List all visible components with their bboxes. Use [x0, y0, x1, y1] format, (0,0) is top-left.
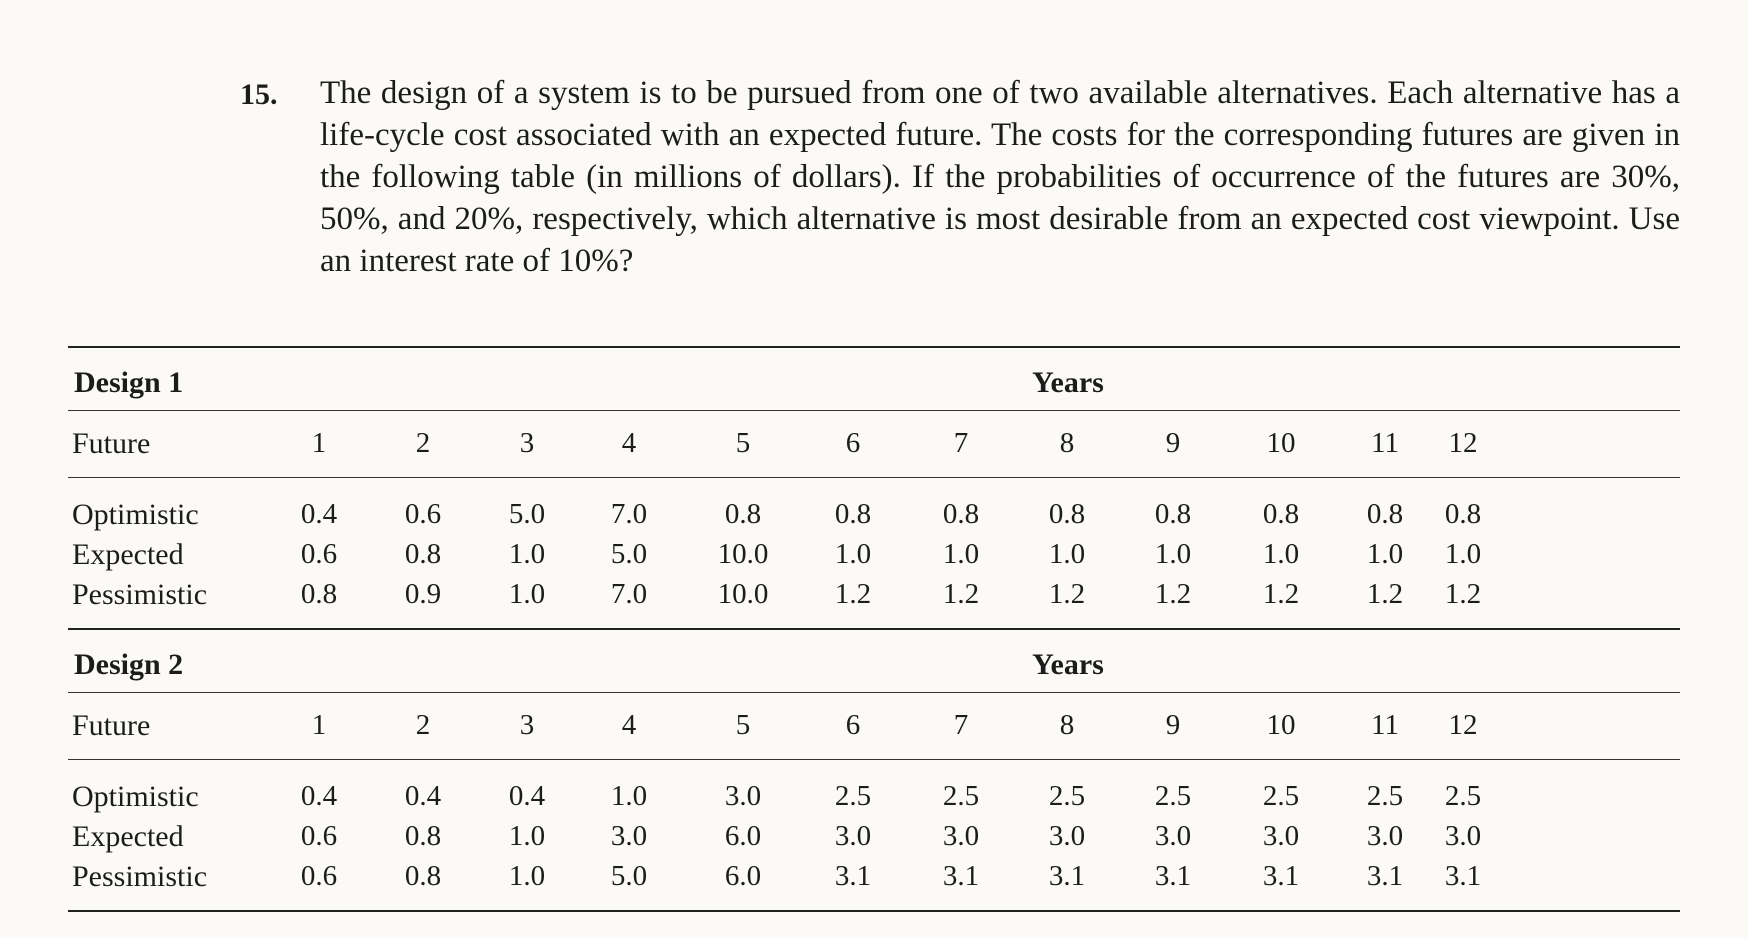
cost-cell: 0.8	[404, 860, 442, 892]
cost-cell: 1.0	[508, 578, 546, 610]
cost-cell: 0.8	[404, 820, 442, 852]
design-2-rows	[68, 760, 1680, 912]
cost-cell: 0.4	[508, 780, 546, 812]
table-row	[68, 856, 1680, 896]
table-row	[68, 574, 1680, 614]
table-row	[68, 776, 1680, 816]
year-header-1: 1	[311, 427, 327, 459]
year-header-3: 3	[519, 709, 535, 741]
year-header-6: 6	[845, 427, 861, 459]
row-label: Optimistic	[72, 498, 199, 531]
design-2-title: Design 2	[74, 648, 184, 681]
cost-cell: 0.8	[1048, 498, 1086, 530]
cost-cell: 1.2	[1048, 578, 1086, 610]
design-1-title: Design 1	[74, 366, 184, 399]
cost-cell: 1.0	[1444, 538, 1482, 570]
cost-cell: 0.8	[404, 538, 442, 570]
cost-cell: 3.0	[610, 820, 648, 852]
problem-text: The design of a system is to be pursued from one of two available alternatives. Each alternative has a life-cycle cost associated with an expected future. The costs for the corresponding futures are given in the following table (in millions of dollars). If the probabilities of occurrence of the futures are 30%, 50%, and 20%, respectively, which alternative is most desirable from an expected cost viewpoint. Use an interest rate of 10%?	[320, 75, 1680, 279]
row-label: Expected	[72, 538, 184, 571]
cost-cell: 3.0	[1366, 820, 1404, 852]
cost-cell: 1.2	[1444, 578, 1482, 610]
cost-cell: 0.8	[1154, 498, 1192, 530]
table-row	[68, 494, 1680, 534]
design-1-future-row	[68, 411, 1680, 478]
cost-cell: 1.2	[834, 578, 872, 610]
cost-cell: 2.5	[1154, 780, 1192, 812]
cost-cell: 3.1	[1366, 860, 1404, 892]
row-label: Pessimistic	[72, 860, 208, 893]
cost-cell: 3.1	[834, 860, 872, 892]
design-2-years-label: Years	[1032, 648, 1104, 681]
year-header-5: 5	[735, 427, 751, 459]
cost-cell: 7.0	[610, 498, 648, 530]
cost-cell: 5.0	[508, 498, 546, 530]
cost-cell: 1.0	[1048, 538, 1086, 570]
cost-cell: 0.9	[404, 578, 442, 610]
year-header-10: 10	[1266, 427, 1296, 459]
cost-cell: 1.0	[508, 538, 546, 570]
year-header-4: 4	[621, 709, 637, 741]
cost-cell: 0.8	[942, 498, 980, 530]
year-header-8: 8	[1059, 427, 1075, 459]
row-label: Optimistic	[72, 780, 199, 813]
cost-cell: 5.0	[610, 860, 648, 892]
cost-cell: 7.0	[610, 578, 648, 610]
year-header-11: 11	[1371, 427, 1399, 459]
cost-cell: 3.1	[1154, 860, 1192, 892]
cost-cell: 0.4	[300, 498, 338, 530]
cost-cell: 0.8	[1262, 498, 1300, 530]
cost-cell: 0.8	[300, 578, 338, 610]
cost-cell: 3.1	[1262, 860, 1300, 892]
cost-cell: 0.8	[724, 498, 762, 530]
design-1-years-label: Years	[1032, 366, 1104, 399]
row-label: Expected	[72, 820, 184, 853]
year-header-6: 6	[845, 709, 861, 741]
cost-cell: 1.2	[1262, 578, 1300, 610]
cost-cell: 0.4	[404, 780, 442, 812]
cost-cell: 1.0	[942, 538, 980, 570]
cost-cell: 10.0	[717, 578, 769, 610]
cost-cell: 2.5	[1444, 780, 1482, 812]
year-header-7: 7	[953, 427, 969, 459]
cost-cell: 2.5	[1366, 780, 1404, 812]
cost-cell: 3.1	[1444, 860, 1482, 892]
cost-cell: 3.0	[1444, 820, 1482, 852]
cost-cell: 3.1	[942, 860, 980, 892]
problem-statement	[240, 72, 1680, 282]
year-header-11: 11	[1371, 709, 1399, 741]
cost-cell: 0.6	[300, 860, 338, 892]
cost-cell: 10.0	[717, 538, 769, 570]
cost-cell: 1.2	[942, 578, 980, 610]
year-header-2: 2	[415, 709, 431, 741]
cost-cell: 3.0	[1262, 820, 1300, 852]
cost-cell: 0.4	[300, 780, 338, 812]
year-header-12: 12	[1448, 427, 1478, 459]
cost-cell: 1.0	[1366, 538, 1404, 570]
cost-cell: 2.5	[1262, 780, 1300, 812]
year-header-12: 12	[1448, 709, 1478, 741]
year-header-5: 5	[735, 709, 751, 741]
cost-cell: 1.2	[1366, 578, 1404, 610]
cost-cell: 2.5	[834, 780, 872, 812]
cost-cell: 0.8	[834, 498, 872, 530]
cost-cell: 1.2	[1154, 578, 1192, 610]
cost-cell: 3.0	[942, 820, 980, 852]
cost-cell: 1.0	[1154, 538, 1192, 570]
cost-cell: 1.0	[508, 820, 546, 852]
cost-cell: 3.1	[1048, 860, 1086, 892]
cost-cell: 6.0	[724, 820, 762, 852]
cost-cell: 1.0	[834, 538, 872, 570]
design-1-header	[68, 348, 1680, 411]
cost-cell: 1.0	[508, 860, 546, 892]
design-1-rows	[68, 478, 1680, 630]
year-header-10: 10	[1266, 709, 1296, 741]
cost-cell: 0.6	[300, 820, 338, 852]
cost-cell: 3.0	[1154, 820, 1192, 852]
cost-cell: 6.0	[724, 860, 762, 892]
cost-cell: 0.6	[300, 538, 338, 570]
year-header-8: 8	[1059, 709, 1075, 741]
cost-cell: 0.8	[1366, 498, 1404, 530]
year-header-7: 7	[953, 709, 969, 741]
design-1-table	[68, 346, 1680, 630]
problem-number: 15.	[240, 78, 278, 111]
year-header-3: 3	[519, 427, 535, 459]
cost-cell: 3.0	[724, 780, 762, 812]
design-2-header	[68, 630, 1680, 693]
cost-cell: 5.0	[610, 538, 648, 570]
cost-cell: 1.0	[1262, 538, 1300, 570]
cost-cell: 0.6	[404, 498, 442, 530]
cost-cell: 2.5	[1048, 780, 1086, 812]
cost-cell: 3.0	[1048, 820, 1086, 852]
table-row	[68, 534, 1680, 574]
row-label: Pessimistic	[72, 578, 208, 611]
future-label: Future	[72, 427, 151, 460]
year-header-9: 9	[1165, 427, 1181, 459]
cost-cell: 3.0	[834, 820, 872, 852]
year-header-4: 4	[621, 427, 637, 459]
future-label: Future	[72, 709, 151, 742]
year-header-2: 2	[415, 427, 431, 459]
cost-cell: 2.5	[942, 780, 980, 812]
design-2-table	[68, 628, 1680, 912]
year-header-9: 9	[1165, 709, 1181, 741]
design-2-future-row	[68, 693, 1680, 760]
cost-cell: 0.8	[1444, 498, 1482, 530]
year-header-1: 1	[311, 709, 327, 741]
cost-cell: 1.0	[610, 780, 648, 812]
table-row	[68, 816, 1680, 856]
